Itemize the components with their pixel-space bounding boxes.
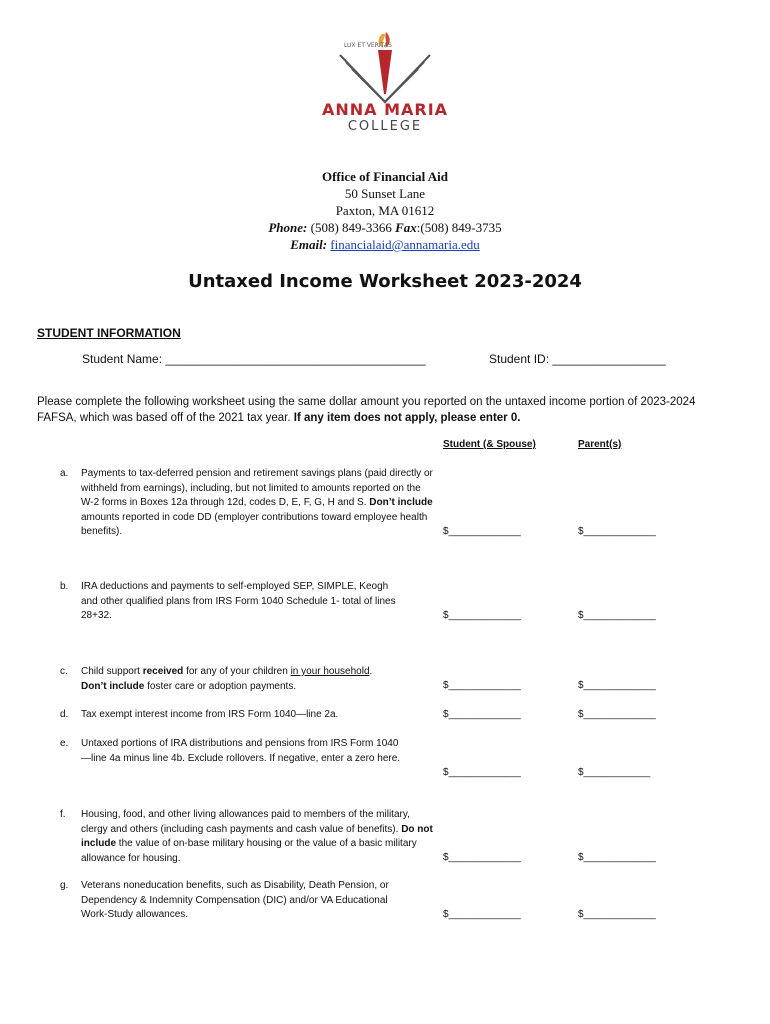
student-amount-field[interactable]: $_____________ bbox=[443, 909, 521, 920]
instructions-bold: If any item does not apply, please enter 0. bbox=[293, 412, 521, 424]
item-letter: e. bbox=[60, 738, 69, 749]
college-subtitle: COLLEGE bbox=[347, 119, 423, 134]
item-description: Tax exempt interest income from IRS Form 1040—line 2a. bbox=[81, 709, 339, 720]
item-letter: d. bbox=[60, 709, 69, 720]
parent-amount-field[interactable]: $_____________ bbox=[578, 709, 656, 720]
office-email-line bbox=[0, 236, 770, 253]
parent-amount-field[interactable]: $_____________ bbox=[578, 909, 656, 920]
item-description: Child support received for any of your children in your household. Don’t include foster care or adoption payments. bbox=[81, 666, 373, 692]
office-street: 50 Sunset Lane bbox=[344, 186, 426, 201]
parent-amount-field[interactable]: $_____________ bbox=[578, 610, 656, 621]
fax-number: :(508) 849-3735 bbox=[416, 220, 502, 235]
student-amount-field[interactable]: $_____________ bbox=[443, 709, 521, 720]
office-phone-line bbox=[0, 219, 770, 236]
instructions-text: Please complete the following worksheet using the same dollar amount you reported on the untaxed income portion of 2023-2024 FAFSA, which was based off of the 2021 tax year. bbox=[37, 396, 696, 424]
college-name: ANNA MARIA bbox=[321, 100, 449, 119]
logo-motto: LUX ET VERITAS bbox=[344, 42, 392, 49]
student-info-heading: STUDENT INFORMATION bbox=[37, 326, 181, 340]
student-amount-field[interactable]: $_____________ bbox=[443, 852, 521, 863]
item-description: IRA deductions and payments to self-employed SEP, SIMPLE, Keogh and other qualified plans from IRS Form 1040 Schedule 1- total of lines 28+32. bbox=[81, 581, 396, 621]
item-description: Housing, food, and other living allowances paid to members of the military, clergy and others (including cash payments and cash value of benefits). Do not include the value of on-base military housing or the value of a basic military allowance for housing. bbox=[81, 809, 433, 864]
column-header-parent: Parent(s) bbox=[578, 439, 622, 450]
office-title: Office of Financial Aid bbox=[321, 169, 449, 184]
office-contact-block bbox=[0, 168, 770, 253]
item-letter: f. bbox=[60, 809, 66, 820]
phone-number: (508) 849-3366 bbox=[307, 220, 396, 235]
instructions bbox=[37, 394, 727, 426]
student-amount-field[interactable]: $_____________ bbox=[443, 680, 521, 691]
parent-amount-field[interactable]: $_____________ bbox=[578, 680, 656, 691]
column-header-student: Student (& Spouse) bbox=[443, 439, 536, 450]
student-name-field[interactable]: Student Name: _______________________________________ bbox=[82, 352, 426, 366]
student-amount-field[interactable]: $_____________ bbox=[443, 767, 521, 778]
email-link[interactable]: financialaid@annamaria.edu bbox=[330, 237, 480, 252]
email-label: Email: bbox=[290, 237, 328, 252]
item-letter: b. bbox=[60, 581, 69, 592]
fax-label: Fax bbox=[395, 220, 417, 235]
parent-amount-field[interactable]: $____________ bbox=[578, 767, 651, 778]
student-amount-field[interactable]: $_____________ bbox=[443, 610, 521, 621]
phone-label: Phone: bbox=[268, 220, 308, 235]
item-letter: a. bbox=[60, 468, 69, 479]
student-amount-field[interactable]: $_____________ bbox=[443, 526, 521, 537]
item-letter: c. bbox=[60, 666, 68, 677]
item-description: Payments to tax-deferred pension and retirement savings plans (paid directly or withheld from earnings), including, but not limited to amounts reported on the W-2 forms in Boxes 12a through 12d, codes D, E, F, G, H and S. Don’t include amounts reported in code DD (employer contributions toward employee health benefits). bbox=[81, 468, 433, 537]
parent-amount-field[interactable]: $_____________ bbox=[578, 852, 656, 863]
office-city: Paxton, MA 01612 bbox=[335, 203, 435, 218]
item-description: Untaxed portions of IRA distributions and pensions from IRS Form 1040—line 4a minus line 4b. Exclude rollovers. If negative, enter a zero here. bbox=[81, 738, 401, 764]
parent-amount-field[interactable]: $_____________ bbox=[578, 526, 656, 537]
worksheet-title: Untaxed Income Worksheet 2023-2024 bbox=[188, 271, 582, 292]
item-letter: g. bbox=[60, 880, 69, 891]
student-id-field[interactable]: Student ID: _________________ bbox=[489, 352, 666, 366]
item-description: Veterans noneducation benefits, such as Disability, Death Pension, or Dependency & Indemnity Compensation (DIC) and/or VA Educational Work-Study allowances. bbox=[81, 880, 389, 920]
